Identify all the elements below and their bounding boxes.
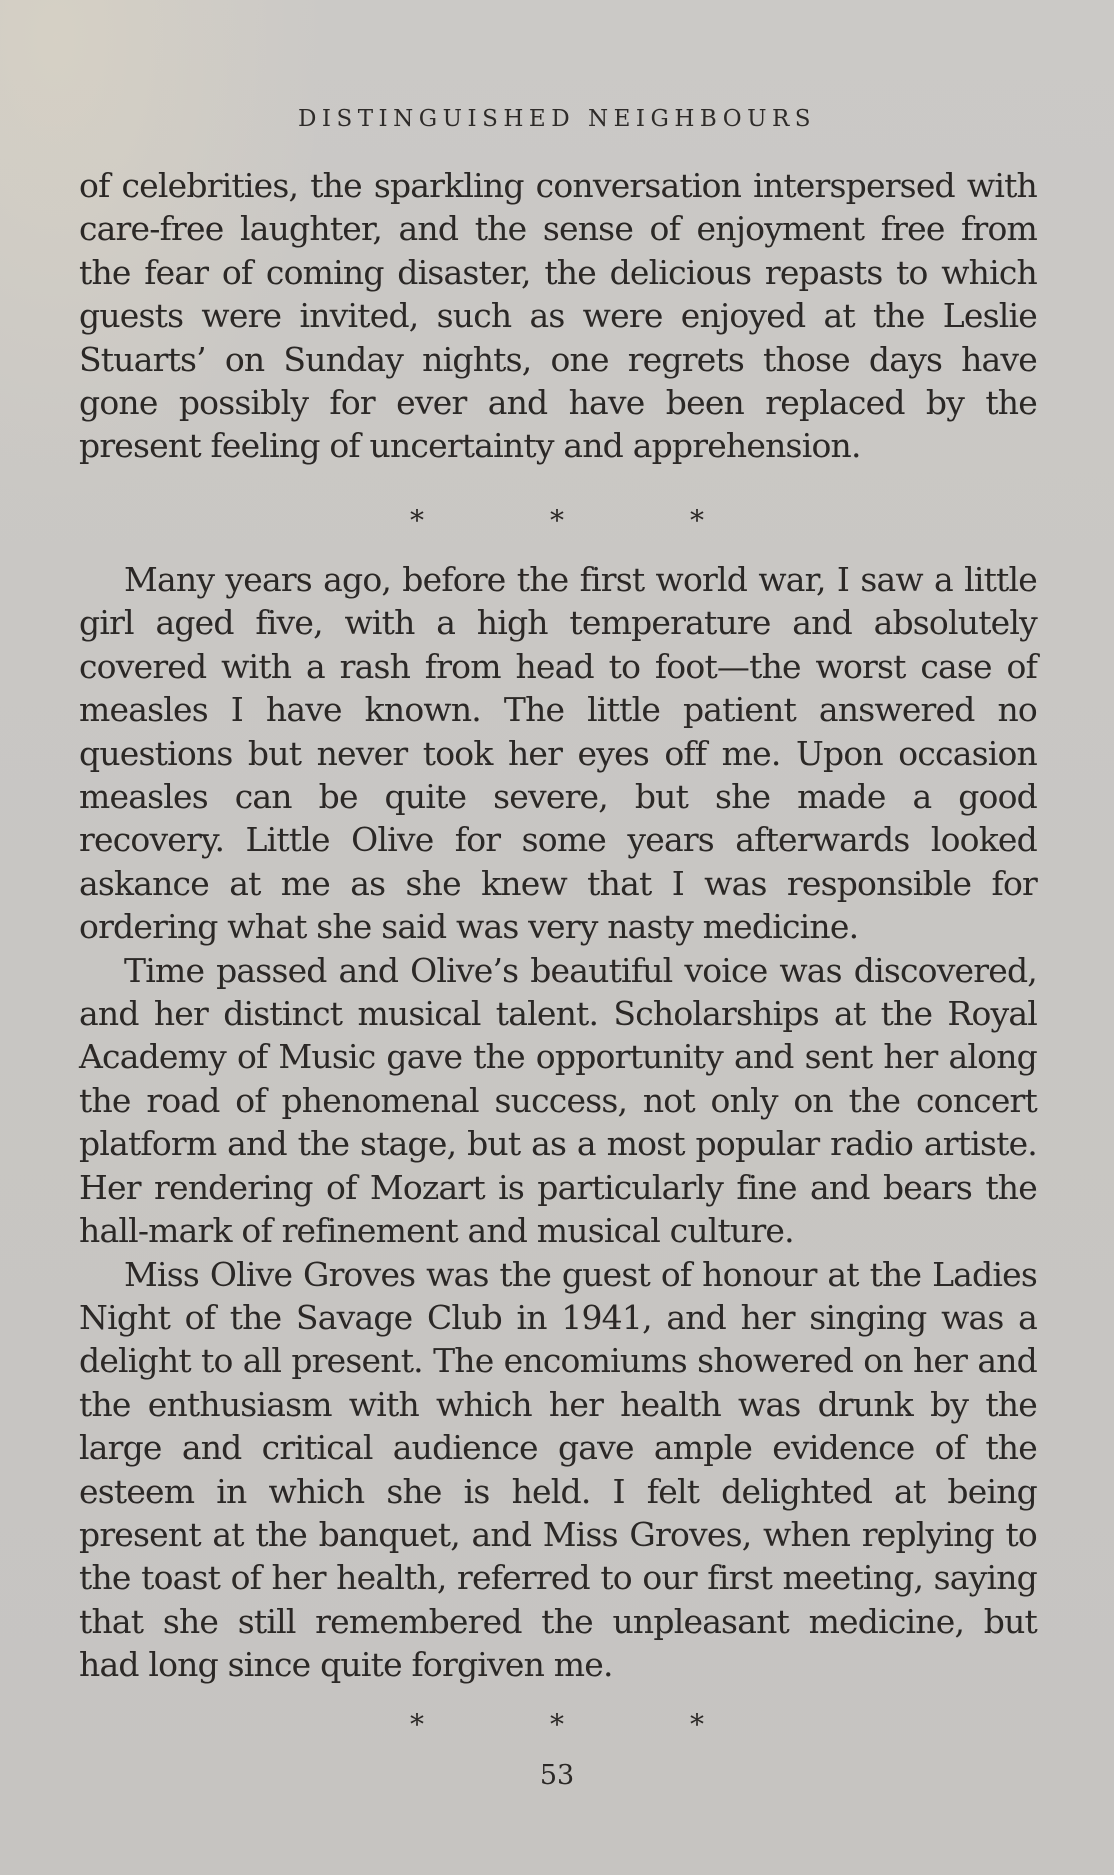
text-block-top — [79, 164, 1037, 468]
asterisk: * — [690, 504, 704, 537]
page-number: 53 — [539, 1760, 575, 1791]
text-block-main — [79, 558, 1037, 1687]
asterisk: * — [410, 1708, 424, 1741]
section-separator — [0, 1708, 1114, 1741]
paragraph: Time passed and Olive’s beautiful voice was discovered, and her distinct musical talent. Scholarships at the Royal Academy of Music gave the opportunity and sent her along the road of phenomenal success, not only on the concert platform and the stage, but as a most popular radio artiste. Her rendering of Mozart is particularly fine and bears the hall-mark of refinement and musical culture. — [79, 950, 1037, 1251]
asterisk: * — [550, 1708, 564, 1741]
paragraph: of celebrities, the sparkling conversation interspersed with care-free laughter, and the sense of enjoyment free from the fear of coming disaster, the delicious repasts to which guests were invited, such as were enjoyed at the Leslie Stuarts’ on Sunday nights, one regrets those days have gone possibly for ever and have been replaced by the present feeling of uncertainty and apprehension. — [79, 166, 1037, 466]
paragraph: Many years ago, before the first world war, I saw a little girl aged five, with a high temperature and absolutely covered with a rash from head to foot—the worst case of measles I have known. The little patient answered no questions but never took her eyes off me. Upon occasion measles can be quite severe, but she made a good recovery. Little Olive for some years afterwards looked askance at me as she knew that I was responsible for ordering what she said was very nasty medicine. — [79, 560, 1037, 947]
running-head: DISTINGUISHED NEIGHBOURS — [297, 106, 817, 132]
asterisk: * — [410, 504, 424, 537]
section-separator — [0, 504, 1114, 537]
paragraph: Miss Olive Groves was the guest of honour at the Ladies Night of the Savage Club in 1941, and her singing was a delight to all present. The encomiums showered on her and the enthusiasm with which her health was drunk by the large and critical audience gave ample evidence of the esteem in which she is held. I felt delighted at being present at the banquet, and Miss Groves, when replying to the toast of her health, referred to our first meeting, saying that she still remembered the unpleasant medicine, but had long since quite forgiven me. — [79, 1254, 1037, 1685]
asterisk: * — [690, 1708, 704, 1741]
asterisk: * — [550, 504, 564, 537]
